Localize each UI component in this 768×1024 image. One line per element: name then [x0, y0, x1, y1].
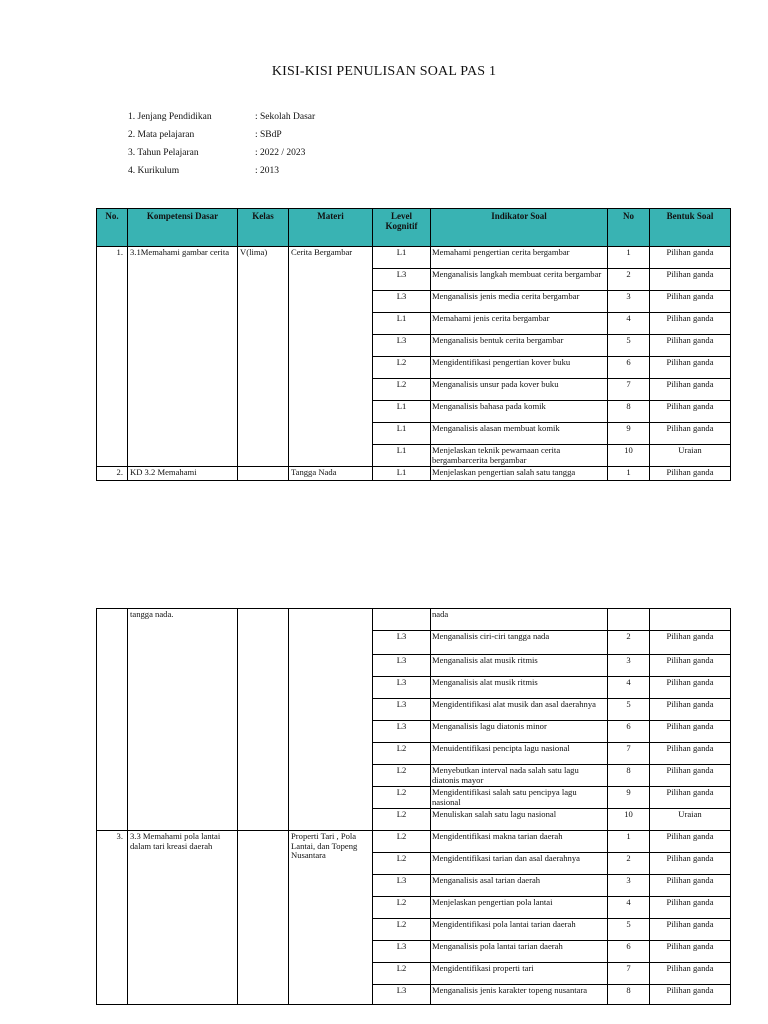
indikator-soal: Menjelaskan pengertian pola lantai	[431, 897, 608, 919]
bentuk-soal: Pilihan ganda	[650, 247, 731, 269]
indikator-soal: Menganalisis alat musik ritmis	[431, 677, 608, 699]
level-kognitif: L3	[373, 721, 431, 743]
indikator-soal: Menganalisis asal tarian daerah	[431, 875, 608, 897]
header-no: No.	[97, 209, 128, 247]
indikator-soal: Menganalisis bentuk cerita bergambar	[431, 335, 608, 357]
indikator-soal: Mengidentifikasi salah satu pencipya lagu nasional	[431, 787, 608, 809]
table-row	[97, 831, 731, 853]
nomor-soal: 6	[608, 357, 650, 379]
bentuk-soal: Pilihan ganda	[650, 853, 731, 875]
bentuk-soal: Pilihan ganda	[650, 655, 731, 677]
indikator-soal: Menjelaskan teknik pewarnaan cerita bergambarcerita bergambar	[431, 445, 608, 467]
level-kognitif: L1	[373, 423, 431, 445]
bentuk-soal: Pilihan ganda	[650, 985, 731, 1005]
meta-label: 1. Jenjang Pendidikan	[128, 112, 212, 122]
level-kognitif: L2	[373, 831, 431, 853]
kisi-table-page-1	[96, 208, 731, 481]
kelas	[238, 609, 289, 831]
nomor-soal: 3	[608, 291, 650, 313]
bentuk-soal: Pilihan ganda	[650, 743, 731, 765]
bentuk-soal: Pilihan ganda	[650, 787, 731, 809]
bentuk-soal: Pilihan ganda	[650, 831, 731, 853]
nomor-soal: 2	[608, 853, 650, 875]
indikator-soal: Memahami pengertian cerita bergambar	[431, 247, 608, 269]
indikator-soal: Mengidentifikasi makna tarian daerah	[431, 831, 608, 853]
level-kognitif: L3	[373, 655, 431, 677]
indikator-soal: Mengidentifikasi alat musik dan asal daerahnya	[431, 699, 608, 721]
level-kognitif: L3	[373, 269, 431, 291]
nomor-soal: 5	[608, 919, 650, 941]
nomor-soal: 6	[608, 721, 650, 743]
level-kognitif: L2	[373, 357, 431, 379]
indikator-soal: Menganalisis bahasa pada komik	[431, 401, 608, 423]
nomor-soal: 2	[608, 269, 650, 291]
nomor-soal: 3	[608, 875, 650, 897]
bentuk-soal: Pilihan ganda	[650, 631, 731, 655]
bentuk-soal	[650, 609, 731, 631]
level-kognitif: L2	[373, 919, 431, 941]
bentuk-soal: Pilihan ganda	[650, 897, 731, 919]
nomor-soal: 1	[608, 247, 650, 269]
meta-value: : 2022 / 2023	[255, 148, 306, 158]
bentuk-soal: Pilihan ganda	[650, 765, 731, 787]
header-row	[97, 209, 731, 247]
meta-value: : SBdP	[255, 130, 282, 140]
nomor-soal: 7	[608, 379, 650, 401]
meta-value: : 2013	[255, 166, 280, 176]
indikator-soal: Menganalisis unsur pada kover buku	[431, 379, 608, 401]
indikator-soal: Mengidentifikasi properti tari	[431, 963, 608, 985]
kelas	[238, 831, 289, 1005]
indikator-soal: Menuidentifikasi pencipta lagu nasional	[431, 743, 608, 765]
level-kognitif: L2	[373, 853, 431, 875]
indikator-soal: Menjelaskan pengertian salah satu tangga	[431, 467, 608, 481]
nomor-soal: 7	[608, 963, 650, 985]
level-kognitif: L1	[373, 467, 431, 481]
header-level: Level Kognitif	[373, 209, 431, 247]
indikator-soal: Menganalisis lagu diatonis minor	[431, 721, 608, 743]
meta-label: 3. Tahun Pelajaran	[128, 148, 199, 158]
indikator-soal: Menganalisis jenis karakter topeng nusantara	[431, 985, 608, 1005]
indikator-soal: Menganalisis jenis media cerita bergambar	[431, 291, 608, 313]
indikator-soal: Menganalisis ciri-ciri tangga nada	[431, 631, 608, 655]
bentuk-soal: Pilihan ganda	[650, 699, 731, 721]
nomor-soal: 9	[608, 787, 650, 809]
meta-row-kurikulum	[128, 166, 315, 184]
kelas: V(lima)	[238, 247, 289, 467]
level-kognitif: L3	[373, 335, 431, 357]
nomor-soal: 9	[608, 423, 650, 445]
nomor-soal: 10	[608, 809, 650, 831]
indikator-soal: Mengidentifikasi tarian dan asal daerahnya	[431, 853, 608, 875]
nomor-soal: 4	[608, 897, 650, 919]
indikator-soal: Menganalisis alat musik ritmis	[431, 655, 608, 677]
nomor-soal: 4	[608, 677, 650, 699]
indikator-soal: Menganalisis alasan membuat komik	[431, 423, 608, 445]
materi: Properti Tari , Pola Lantai, dan Topeng Nusantara	[289, 831, 373, 1005]
level-kognitif: L1	[373, 247, 431, 269]
bentuk-soal: Pilihan ganda	[650, 467, 731, 481]
header-kelas: Kelas	[238, 209, 289, 247]
indikator-soal: Menyebutkan interval nada salah satu lagu diatonis mayor	[431, 765, 608, 787]
level-kognitif: L3	[373, 699, 431, 721]
meta-row-mapel	[128, 130, 315, 148]
group-number: 2.	[97, 467, 128, 481]
meta-row-tahun	[128, 148, 315, 166]
header-bentuk: Bentuk Soal	[650, 209, 731, 247]
level-kognitif: L1	[373, 401, 431, 423]
nomor-soal: 7	[608, 743, 650, 765]
level-kognitif: L2	[373, 963, 431, 985]
level-kognitif: L3	[373, 985, 431, 1005]
kelas	[238, 467, 289, 481]
header-indikator: Indikator Soal	[431, 209, 608, 247]
nomor-soal: 6	[608, 941, 650, 963]
bentuk-soal: Pilihan ganda	[650, 875, 731, 897]
materi: Cerita Bergambar	[289, 247, 373, 467]
group-number: 3.	[97, 831, 128, 1005]
meta-label: 2. Mata pelajaran	[128, 130, 195, 140]
nomor-soal: 2	[608, 631, 650, 655]
nomor-soal: 5	[608, 335, 650, 357]
indikator-soal: Mengidentifikasi pola lantai tarian daerah	[431, 919, 608, 941]
bentuk-soal: Pilihan ganda	[650, 721, 731, 743]
bentuk-soal: Pilihan ganda	[650, 357, 731, 379]
kisi-table-page-2	[96, 608, 731, 1005]
kompetensi-dasar: 3.3 Memahami pola lantai dalam tari kreasi daerah	[128, 831, 238, 1005]
materi: Tangga Nada	[289, 467, 373, 481]
nomor-soal: 8	[608, 401, 650, 423]
nomor-soal: 1	[608, 467, 650, 481]
nomor-soal: 3	[608, 655, 650, 677]
level-kognitif: L2	[373, 897, 431, 919]
nomor-soal: 8	[608, 985, 650, 1005]
nomor-soal: 8	[608, 765, 650, 787]
level-kognitif: L1	[373, 313, 431, 335]
header-materi: Materi	[289, 209, 373, 247]
bentuk-soal: Pilihan ganda	[650, 963, 731, 985]
document-title: KISI-KISI PENULISAN SOAL PAS 1	[271, 64, 497, 79]
kompetensi-dasar: 3.1Memahami gambar cerita	[128, 247, 238, 467]
bentuk-soal: Uraian	[650, 809, 731, 831]
bentuk-soal: Pilihan ganda	[650, 677, 731, 699]
indikator-soal: Menganalisis langkah membuat cerita bergambar	[431, 269, 608, 291]
nomor-soal: 1	[608, 831, 650, 853]
header-kd: Kompetensi Dasar	[128, 209, 238, 247]
bentuk-soal: Pilihan ganda	[650, 269, 731, 291]
bentuk-soal: Pilihan ganda	[650, 941, 731, 963]
level-kognitif: L2	[373, 787, 431, 809]
level-kognitif	[373, 609, 431, 631]
bentuk-soal: Uraian	[650, 445, 731, 467]
level-kognitif: L3	[373, 875, 431, 897]
level-kognitif: L2	[373, 379, 431, 401]
indikator-soal: Mengidentifikasi pengertian kover buku	[431, 357, 608, 379]
group-number: 1.	[97, 247, 128, 467]
indikator-soal: Memahami jenis cerita bergambar	[431, 313, 608, 335]
header-nomor: No	[608, 209, 650, 247]
level-kognitif: L3	[373, 677, 431, 699]
bentuk-soal: Pilihan ganda	[650, 291, 731, 313]
indikator-soal: nada	[431, 609, 608, 631]
nomor-soal	[608, 609, 650, 631]
level-kognitif: L1	[373, 445, 431, 467]
level-kognitif: L3	[373, 631, 431, 655]
bentuk-soal: Pilihan ganda	[650, 423, 731, 445]
table-row	[97, 467, 731, 481]
materi	[289, 609, 373, 831]
table-row	[97, 609, 731, 631]
bentuk-soal: Pilihan ganda	[650, 335, 731, 357]
kompetensi-dasar: tangga nada.	[128, 609, 238, 831]
indikator-soal: Menganalisis pola lantai tarian daerah	[431, 941, 608, 963]
level-kognitif: L2	[373, 809, 431, 831]
bentuk-soal: Pilihan ganda	[650, 379, 731, 401]
level-kognitif: L3	[373, 941, 431, 963]
kompetensi-dasar: KD 3.2 Memahami	[128, 467, 238, 481]
document-meta	[128, 112, 315, 184]
meta-value: : Sekolah Dasar	[255, 112, 316, 122]
table-row	[97, 247, 731, 269]
nomor-soal: 10	[608, 445, 650, 467]
bentuk-soal: Pilihan ganda	[650, 401, 731, 423]
level-kognitif: L2	[373, 743, 431, 765]
meta-label: 4. Kurikulum	[128, 166, 180, 176]
bentuk-soal: Pilihan ganda	[650, 919, 731, 941]
indikator-soal: Menuliskan salah satu lagu nasional	[431, 809, 608, 831]
level-kognitif: L3	[373, 291, 431, 313]
nomor-soal: 4	[608, 313, 650, 335]
level-kognitif: L2	[373, 765, 431, 787]
bentuk-soal: Pilihan ganda	[650, 313, 731, 335]
nomor-soal: 5	[608, 699, 650, 721]
meta-row-jenjang	[128, 112, 315, 130]
group-number	[97, 609, 128, 831]
